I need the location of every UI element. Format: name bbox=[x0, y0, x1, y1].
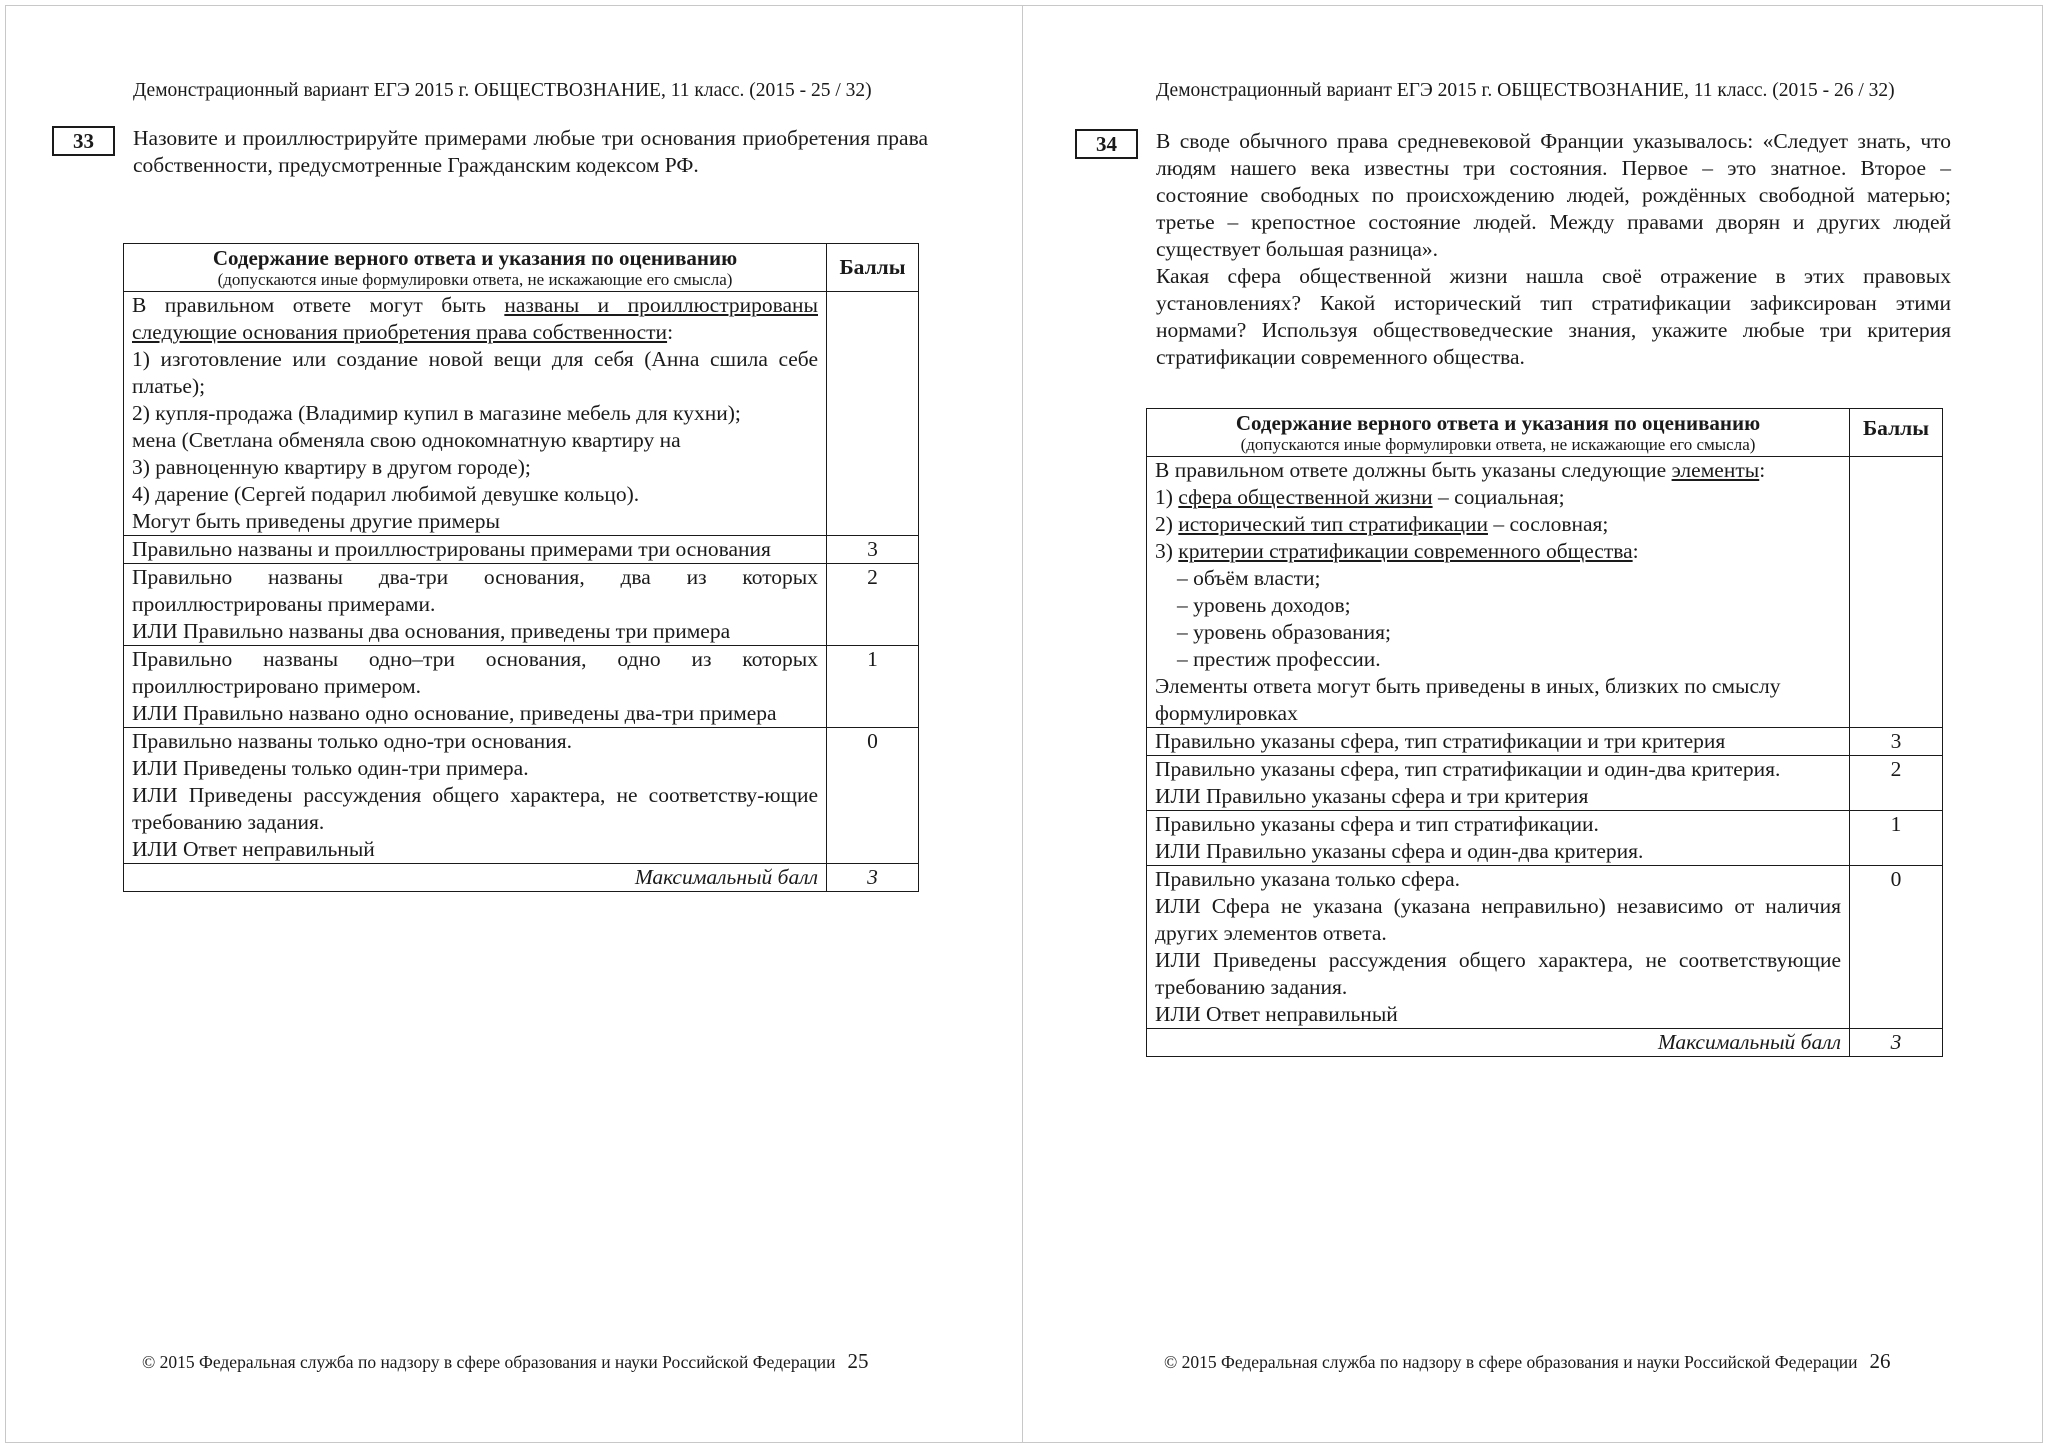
intro-colon: : bbox=[1759, 458, 1766, 482]
intro-underlined: названы и проиллюстрированы следующие основания приобретения права собственности bbox=[132, 293, 818, 344]
content-intro bbox=[1155, 457, 1841, 484]
task-number-box: 34 bbox=[1075, 129, 1138, 159]
element-answer: – социальная; bbox=[1432, 485, 1565, 509]
max-score-label: Максимальный балл bbox=[124, 864, 827, 892]
score-cell: 2 bbox=[827, 564, 919, 646]
criterion-item: – уровень образования; bbox=[1177, 620, 1392, 644]
content-header bbox=[124, 244, 827, 292]
criterion-line: Правильно названы и проиллюстрированы примерами три основания bbox=[132, 537, 771, 561]
task-paragraph: Назовите и проиллюстрируйте примерами любые три основания приобретения права собственности, предусмотренные Гражданским кодексом РФ. bbox=[133, 126, 928, 177]
table-row bbox=[1147, 457, 1943, 728]
max-score-value: 3 bbox=[827, 864, 919, 892]
content-item: мена (Светлана обменяла свою однокомнатную квартиру на bbox=[132, 428, 681, 452]
criterion-line: Правильно названы только одно-три основания. bbox=[132, 729, 573, 753]
answer-content-cell bbox=[1147, 457, 1850, 728]
max-score-value: 3 bbox=[1850, 1029, 1943, 1057]
table-row bbox=[124, 564, 919, 646]
content-item: 4) дарение (Сергей подарил любимой девушке кольцо). bbox=[132, 482, 640, 506]
criterion-line: ИЛИ Правильно названо одно основание, приведены два-три примера bbox=[132, 701, 777, 725]
task-text bbox=[133, 125, 928, 179]
header-title: Содержание верного ответа и указания по оцениванию bbox=[1235, 411, 1761, 435]
footer-copyright: © 2015 Федеральная служба по надзору в сфере образования и науки Российской Федерации bbox=[1164, 1352, 1858, 1372]
element-term: критерии стратификации современного общества bbox=[1178, 539, 1633, 563]
score-cell: 0 bbox=[1850, 866, 1943, 1029]
criterion-cell bbox=[1147, 756, 1850, 811]
page-footer bbox=[1164, 1349, 1890, 1374]
footer-copyright: © 2015 Федеральная служба по надзору в сфере образования и науки Российской Федерации bbox=[142, 1352, 836, 1372]
page-header: Демонстрационный вариант ЕГЭ 2015 г. ОБЩЕСТВОЗНАНИЕ, 11 класс. (2015 - 25 / 32) bbox=[133, 80, 872, 101]
task-33 bbox=[73, 125, 928, 179]
table-row bbox=[124, 292, 919, 536]
criterion-cell bbox=[124, 646, 827, 728]
answer-table bbox=[1146, 408, 1943, 1057]
page-header: Демонстрационный вариант ЕГЭ 2015 г. ОБЩЕСТВОЗНАНИЕ, 11 класс. (2015 - 26 / 32) bbox=[1156, 80, 1895, 101]
element-term: сфера общественной жизни bbox=[1178, 485, 1433, 509]
criterion-line: Правильно названы два-три основания, два из которых проиллюстрированы примерами. bbox=[132, 565, 818, 616]
element-answer: : bbox=[1632, 539, 1639, 563]
max-score-label: Максимальный балл bbox=[1147, 1029, 1850, 1057]
criterion-line: Правильно указаны сфера, тип стратификации и три критерия bbox=[1155, 729, 1726, 753]
content-note: Элементы ответа могут быть приведены в иных, близких по смыслу формулировках bbox=[1155, 674, 1781, 725]
empty-score-cell bbox=[1850, 457, 1943, 728]
element-2 bbox=[1155, 511, 1841, 538]
content-intro bbox=[132, 292, 818, 346]
element-prefix: 1) bbox=[1155, 485, 1179, 509]
criterion-cell bbox=[124, 728, 827, 864]
page-number: 26 bbox=[1869, 1349, 1891, 1373]
table-row bbox=[1147, 811, 1943, 866]
content-header bbox=[1147, 409, 1850, 457]
score-header: Баллы bbox=[1850, 409, 1943, 457]
score-cell: 1 bbox=[1850, 811, 1943, 866]
intro-underlined: элементы bbox=[1671, 458, 1760, 482]
header-subtitle: (допускаются иные формулировки ответа, не искажающие его смысла) bbox=[1240, 435, 1756, 454]
content-item: 3) равноценную квартиру в другом городе); bbox=[132, 455, 531, 479]
intro-text: В правильном ответе должны быть указаны следующие bbox=[1155, 458, 1672, 482]
criterion-line: ИЛИ Приведены рассуждения общего характера, не соответству-ющие требованию задания. bbox=[132, 783, 818, 834]
criterion-item: – престиж профессии. bbox=[1177, 647, 1381, 671]
intro-text: В правильном ответе могут быть bbox=[132, 293, 505, 317]
task-paragraph: В своде обычного права средневековой Франции указывалось: «Следует знать, что людям нашего века известны три состояния. Первое – это знатное. Второе – состояние свободных по происхождению людей, рождённых свободной матерью; третье – крепостное состояние людей. Между правами дворян и других людей существует большая разница». bbox=[1156, 129, 1951, 261]
score-cell: 1 bbox=[827, 646, 919, 728]
criterion-line: Правильно указаны сфера и тип стратификации. bbox=[1155, 812, 1599, 836]
task-question: Какая сфера общественной жизни нашла своё отражение в этих правовых установлениях? Какой исторический тип стратификации зафиксирован этими нормами? Используя обществоведческие знания, укажите любые три критерия стратификации современного общества. bbox=[1156, 264, 1951, 369]
table-row bbox=[1147, 866, 1943, 1029]
criterion-line: Правильно названы одно–три основания, одно из которых проиллюстрировано примером. bbox=[132, 647, 818, 698]
page-footer bbox=[142, 1349, 868, 1374]
task-34 bbox=[1096, 128, 1951, 371]
table-row bbox=[124, 536, 919, 564]
table-row bbox=[124, 646, 919, 728]
max-score-row bbox=[1147, 1029, 1943, 1057]
criterion-line: ИЛИ Приведены рассуждения общего характера, не соответствующие требованию задания. bbox=[1155, 948, 1841, 999]
answer-table bbox=[123, 243, 919, 892]
criterion-line: ИЛИ Правильно указаны сфера и три критерия bbox=[1155, 784, 1589, 808]
element-prefix: 2) bbox=[1155, 512, 1179, 536]
content-item: 1) изготовление или создание новой вещи для себя (Анна сшила себе платье); bbox=[132, 347, 818, 398]
criterion-cell bbox=[1147, 728, 1850, 756]
empty-score-cell bbox=[827, 292, 919, 536]
score-cell: 3 bbox=[827, 536, 919, 564]
content-item: 2) купля-продажа (Владимир купил в магазине мебель для кухни); bbox=[132, 401, 741, 425]
criterion-cell bbox=[1147, 811, 1850, 866]
element-3 bbox=[1155, 538, 1841, 565]
element-1 bbox=[1155, 484, 1841, 511]
criterion-cell bbox=[1147, 866, 1850, 1029]
score-cell: 2 bbox=[1850, 756, 1943, 811]
criterion-cell bbox=[124, 536, 827, 564]
element-answer: – сословная; bbox=[1487, 512, 1609, 536]
table-header-row bbox=[1147, 409, 1943, 457]
criterion-item: – уровень доходов; bbox=[1177, 593, 1351, 617]
answer-content-cell bbox=[124, 292, 827, 536]
table-row bbox=[1147, 756, 1943, 811]
criterion-item: – объём власти; bbox=[1177, 566, 1321, 590]
table-row bbox=[1147, 728, 1943, 756]
task-text bbox=[1156, 128, 1951, 371]
criterion-line: ИЛИ Ответ неправильный bbox=[1155, 1002, 1398, 1026]
max-score-row bbox=[124, 864, 919, 892]
criterion-line: ИЛИ Правильно указаны сфера и один-два критерия. bbox=[1155, 839, 1644, 863]
page-number: 25 bbox=[847, 1349, 869, 1373]
score-cell: 3 bbox=[1850, 728, 1943, 756]
criterion-line: ИЛИ Сфера не указана (указана неправильно) независимо от наличия других элементов ответа. bbox=[1155, 894, 1841, 945]
header-title: Содержание верного ответа и указания по оцениванию bbox=[212, 246, 738, 270]
criterion-line: Правильно указана только сфера. bbox=[1155, 867, 1461, 891]
criterion-line: ИЛИ Приведены только один-три примера. bbox=[132, 756, 529, 780]
page-26 bbox=[1024, 0, 2048, 1448]
content-item: Могут быть приведены другие примеры bbox=[132, 509, 500, 533]
criterion-cell bbox=[124, 564, 827, 646]
criterion-line: ИЛИ Ответ неправильный bbox=[132, 837, 375, 861]
score-header: Баллы bbox=[827, 244, 919, 292]
task-number-box: 33 bbox=[52, 126, 115, 156]
table-row bbox=[124, 728, 919, 864]
criterion-line: ИЛИ Правильно названы два основания, приведены три примера bbox=[132, 619, 731, 643]
intro-colon: : bbox=[667, 320, 674, 344]
score-cell: 0 bbox=[827, 728, 919, 864]
table-header-row bbox=[124, 244, 919, 292]
element-prefix: 3) bbox=[1155, 539, 1179, 563]
header-subtitle: (допускаются иные формулировки ответа, не искажающие его смысла) bbox=[217, 270, 733, 289]
element-term: исторический тип стратификации bbox=[1178, 512, 1488, 536]
criterion-line: Правильно указаны сфера, тип стратификации и один-два критерия. bbox=[1155, 757, 1781, 781]
